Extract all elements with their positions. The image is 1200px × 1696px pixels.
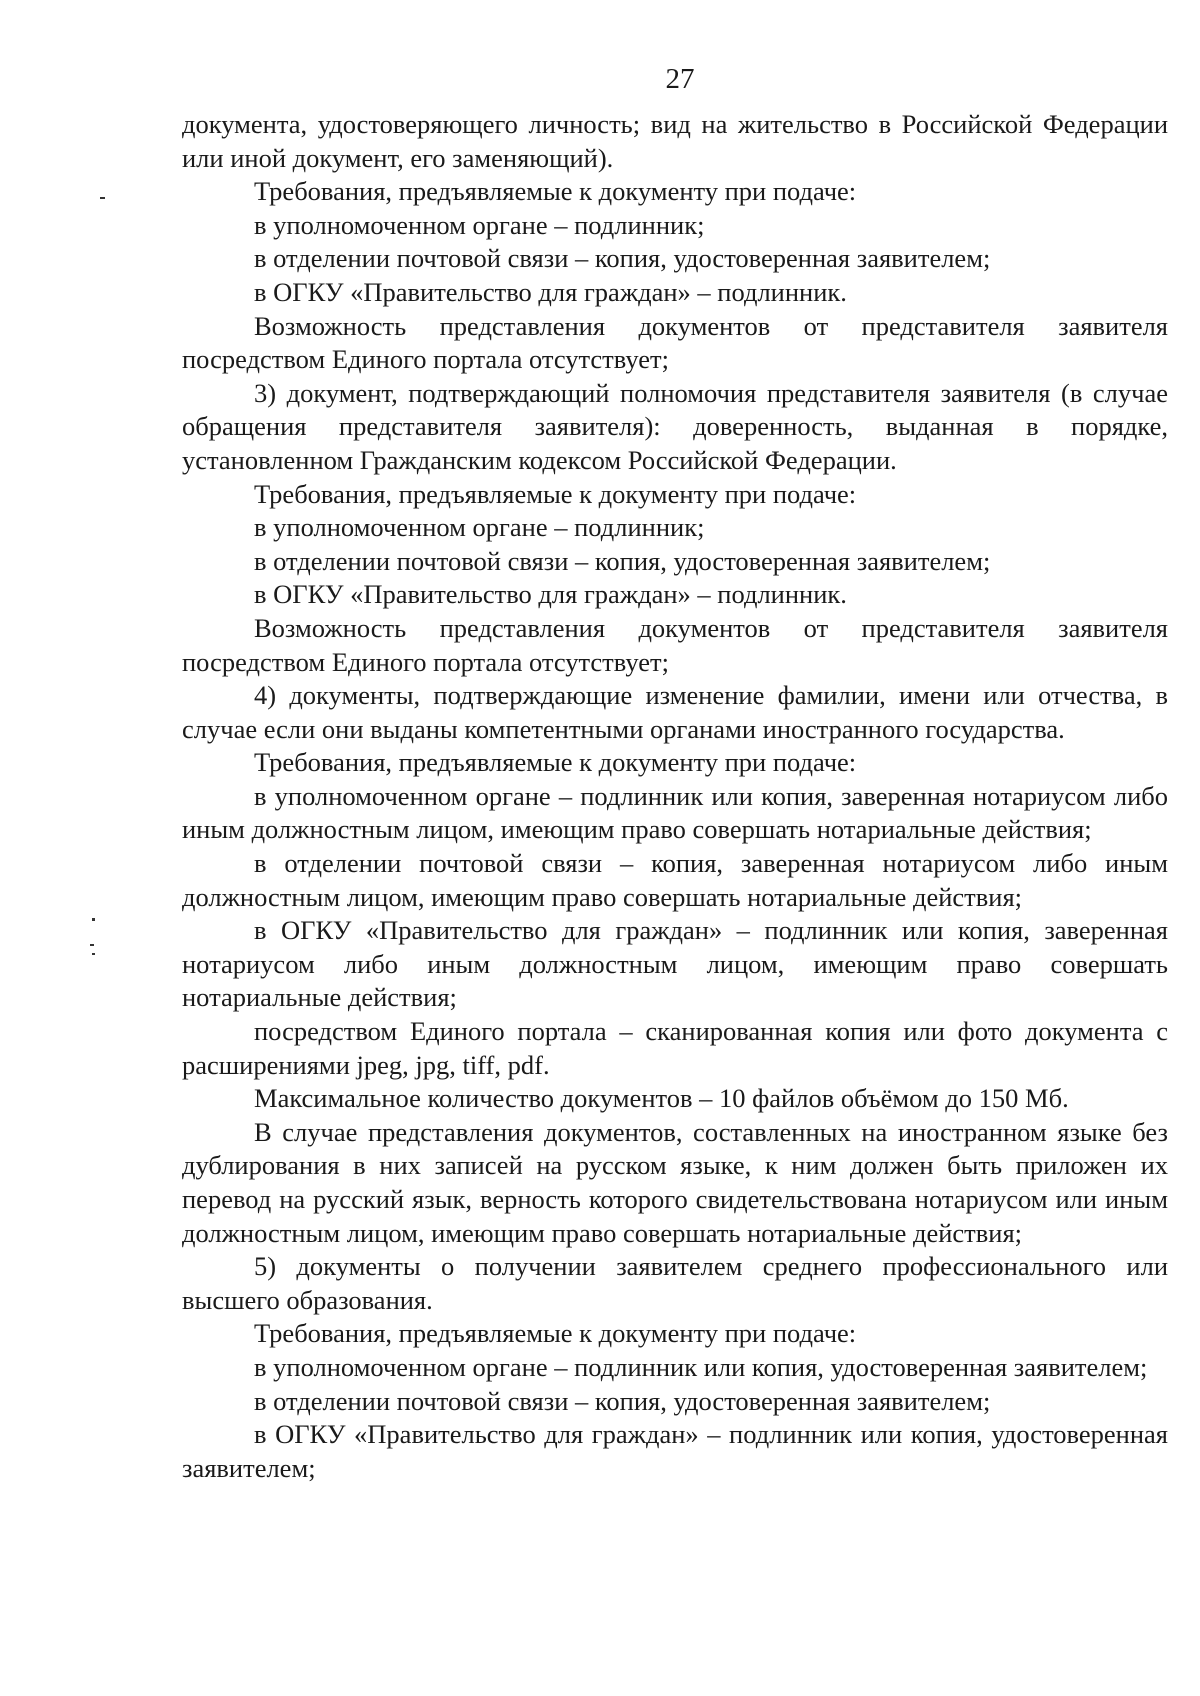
document-body (182, 108, 1168, 1485)
page-number: 27 (665, 63, 695, 95)
paragraph: в ОГКУ «Правительство для граждан» – подлинник. (254, 579, 847, 610)
paragraph: в отделении почтовой связи – копия, удостоверенная заявителем; (254, 243, 991, 274)
paragraph: в ОГКУ «Правительство для граждан» – подлинник. (254, 276, 847, 307)
paragraph: в уполномоченном органе – подлинник или копия, заверенная нотариусом либо иным должностным лицом, имеющим право совершать нотариальные действия; (182, 780, 1168, 845)
paragraph: в отделении почтовой связи – копия, удостоверенная заявителем; (254, 545, 991, 576)
paragraph: Требования, предъявляемые к документу при подаче: (254, 1318, 857, 1349)
paragraph: в отделении почтовой связи – копия, удостоверенная заявителем; (254, 1385, 991, 1416)
paragraph: в отделении почтовой связи – копия, заверенная нотариусом либо иным должностным лицом, имеющим право совершать нотариальные действия; (182, 848, 1168, 912)
paragraph: Требования, предъявляемые к документу при подаче: (254, 176, 857, 207)
paragraph: в ОГКУ «Правительство для граждан» – подлинник или копия, заверенная нотариусом либо иным должностным лицом, имеющим право совершать нотариальные действия; (182, 915, 1168, 1013)
paragraph: в уполномоченном органе – подлинник; (254, 209, 705, 240)
scan-mark (100, 197, 105, 199)
paragraph: 5) документы о получении заявителем среднего профессионального или высшего образования. (182, 1251, 1168, 1315)
paragraph: Требования, предъявляемые к документу при подаче: (254, 747, 857, 778)
paragraph: Возможность представления документов от представителя заявителя посредством Единого портала отсутствует; (182, 310, 1168, 375)
paragraph: Возможность представления документов от представителя заявителя посредством Единого портала отсутствует; (182, 612, 1168, 677)
paragraph: в уполномоченном органе – подлинник или копия, удостоверенная заявителем; (254, 1351, 1148, 1382)
scan-mark (90, 944, 94, 946)
paragraph: в ОГКУ «Правительство для граждан» – подлинник или копия, удостоверенная заявителем; (182, 1419, 1168, 1483)
paragraph: В случае представления документов, составленных на иностранном языке без дублирования в них записей на русском языке, к ним должен быть приложен их перевод на русский язык, верность которого свидетельствована нотариусом или иным должностным лицом, имеющим право совершать нотариальные действия; (182, 1116, 1168, 1248)
paragraph: документа, удостоверяющего личность; вид на жительство в Российской Федерации или иной документ, его заменяющий). (182, 109, 1168, 173)
paragraph: 4) документы, подтверждающие изменение фамилии, имени или отчества, в случае если они выданы компетентными органами иностранного государства. (182, 680, 1168, 744)
scan-mark (92, 918, 95, 921)
scan-mark (92, 953, 95, 955)
paragraph: Требования, предъявляемые к документу при подаче: (254, 478, 857, 509)
paragraph: посредством Единого портала – сканированная копия или фото документа с расширениями jpeg, jpg, tiff, pdf. (182, 1016, 1168, 1080)
paragraph: 3) документ, подтверждающий полномочия представителя заявителя (в случае обращения представителя заявителя): доверенность, выданная в порядке, установленном Гражданским кодексом Российской Федерации. (182, 377, 1168, 475)
paragraph: в уполномоченном органе – подлинник; (254, 512, 705, 543)
paragraph: Максимальное количество документов – 10 файлов объёмом до 150 Мб. (254, 1083, 1069, 1114)
